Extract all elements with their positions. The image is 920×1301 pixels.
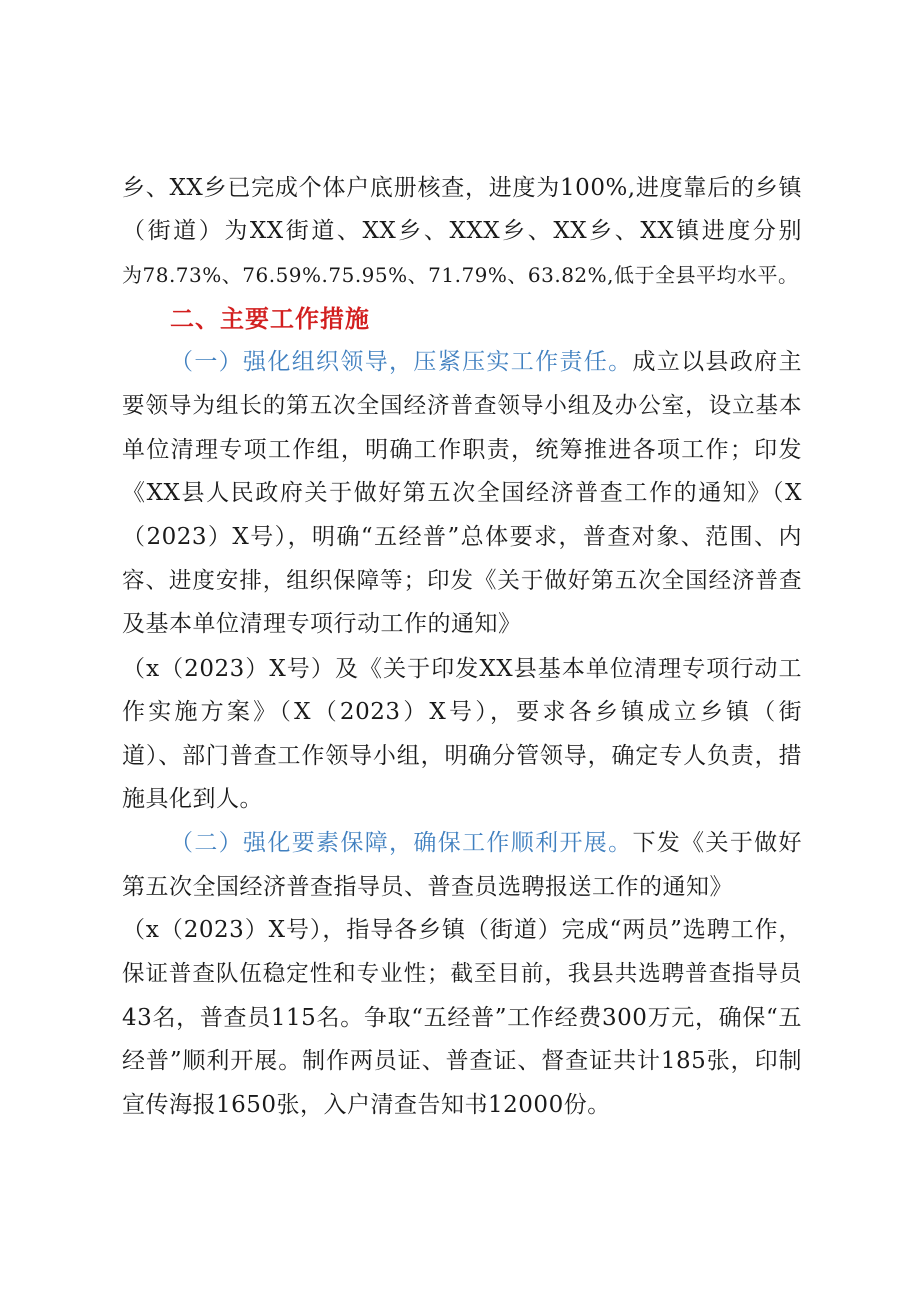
text-line: 作实施方案》（X（2023）X号），要求各乡镇成立乡镇（街 <box>122 699 802 725</box>
text-line: （2023）X号），明确“五经普”总体要求，普查对象、范围、内 <box>122 524 802 550</box>
subheading: （二）强化要素保障，确保工作顺利开展。 <box>170 830 633 856</box>
text-line: （x（2023）X号），指导各乡镇（街道）完成“两员”选聘工作， <box>122 917 802 943</box>
text-span: 成立以县政府主 <box>632 349 803 375</box>
text-line: 及基本单位清理专项行动工作的通知》 <box>122 611 522 637</box>
text-line: 宣传海报1650张，入户清查告知书12000份。 <box>122 1092 611 1118</box>
text-line: 43名，普查员115名。争取“五经普”工作经费300万元，确保“五 <box>122 1005 802 1031</box>
text-line: 单位清理专项工作组，明确工作职责，统筹推进各项工作；印发 <box>122 437 802 463</box>
text-line: 保证普查队伍稳定性和专业性；截至目前，我县共选聘普查指导员 <box>122 961 802 987</box>
text-line: 为78.73%、76.59%.75.95%、71.79%、63.82%,低于全县平均水平。 <box>122 263 799 287</box>
paragraph-first-line <box>170 342 802 382</box>
text-line: 施具化到人。 <box>122 786 263 812</box>
text-line: 容、进度安排，组织保障等；印发《关于做好第五次全国经济普查 <box>122 568 802 594</box>
text-line: 经普”顺利开展。制作两员证、普查证、督查证共计185张，印制 <box>122 1048 802 1074</box>
text-line: （x（2023）X号）及《关于印发XX县基本单位清理专项行动工 <box>122 656 802 682</box>
text-line: 第五次全国经济普查指导员、普查员选聘报送工作的通知》 <box>122 874 733 900</box>
section-heading: 二、主要工作措施 <box>170 305 370 333</box>
paragraph-first-line <box>170 823 802 863</box>
text-span: 下发《关于做好 <box>632 830 803 856</box>
text-line: 道）、部门普查工作领导小组，明确分管领导，确定专人负责，措 <box>122 743 802 769</box>
text-line: （街道）为XX街道、XX乡、XXX乡、XX乡、XX镇进度分别 <box>122 218 802 244</box>
text-line: 《XX县人民政府关于做好第五次全国经济普查工作的通知》（X <box>122 480 802 506</box>
text-line: 乡、XX乡已完成个体户底册核查，进度为100%,进度靠后的乡镇 <box>122 175 802 201</box>
text-line: 要领导为组长的第五次全国经济普查领导小组及办公室，设立基本 <box>122 393 802 419</box>
subheading: （一）强化组织领导，压紧压实工作责任。 <box>170 349 633 375</box>
